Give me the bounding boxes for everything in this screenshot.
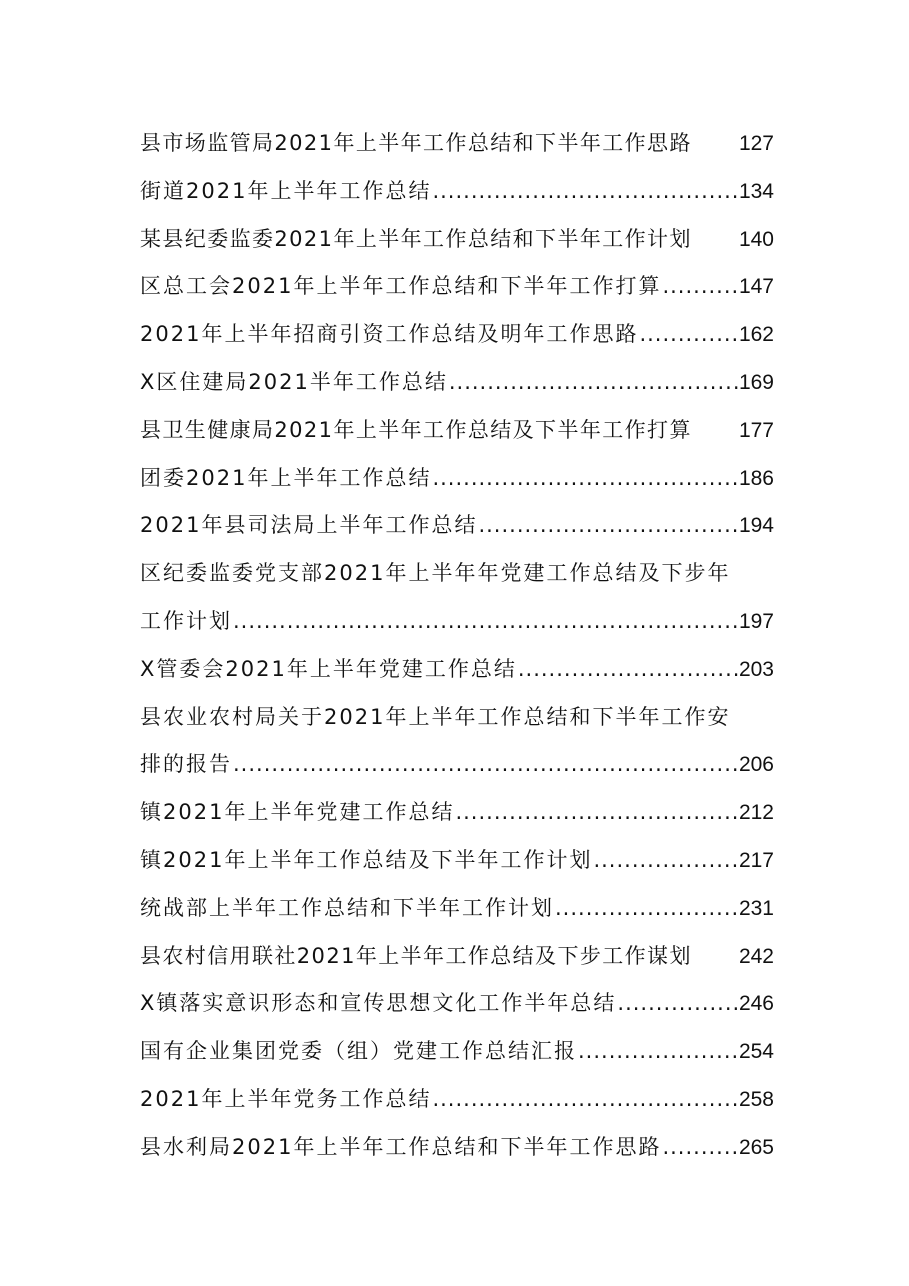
toc-entry[interactable] [140,741,774,789]
toc-entry[interactable] [140,168,774,216]
toc-entry-page-number: 186 [738,466,774,490]
toc-entry-title: 街道2021年上半年工作总结 [140,178,432,203]
table-of-contents [140,120,774,1172]
dot-leader [432,1076,738,1124]
toc-entry-page-number: 197 [738,609,774,633]
toc-entry[interactable] [140,263,774,311]
toc-entry-title: X管委会2021年上半年党建工作总结 [140,656,517,681]
dot-leader [639,311,738,359]
toc-entry-page-number: 258 [738,1087,774,1111]
toc-entry-page-number: 254 [738,1040,774,1064]
toc-entry-page-number: 127 [738,132,774,155]
dot-leader [478,502,738,550]
toc-entry-page-number: 177 [738,418,774,442]
dot-leader [662,263,738,311]
toc-entry-page-number: 134 [738,179,774,203]
toc-entry-title: 2021年上半年招商引资工作总结及明年工作思路 [140,322,639,347]
dot-leader [518,646,738,694]
toc-entry-title: X区住建局2021半年工作总结 [140,369,448,394]
toc-entry-page-number: 169 [738,370,774,394]
toc-entry-title: 工作计划 [140,608,232,633]
dot-leader [662,1124,738,1172]
dot-leader [617,980,738,1028]
toc-entry-title: 团委2021年上半年工作总结 [140,465,432,490]
toc-entry-title: 区总工会2021年上半年工作总结和下半年工作打算 [140,274,662,299]
toc-entry-page-number: 147 [738,275,774,299]
toc-entry-first-line [140,694,774,742]
toc-entry-page-number: 206 [738,753,774,777]
toc-entry[interactable] [140,502,774,550]
toc-entry-title: 县农村信用联社2021年上半年工作总结及下步工作谋划 [140,943,692,968]
toc-entry-title: 县卫生健康局2021年上半年工作总结及下半年工作打算 [140,417,692,442]
dot-leader [233,598,738,646]
toc-entry-title: X镇落实意识形态和宣传思想文化工作半年总结 [140,991,617,1016]
toc-entry[interactable] [140,1028,774,1076]
toc-entry-page-number: 242 [738,944,774,968]
toc-entry[interactable] [140,216,774,264]
toc-entry-page-number: 265 [738,1135,774,1159]
toc-entry-title-line1: 区纪委监委党支部2021年上半年年党建工作总结及下步年 [140,561,731,586]
toc-entry[interactable] [140,311,774,359]
toc-entry[interactable] [140,837,774,885]
toc-entry[interactable] [140,1076,774,1124]
toc-entry[interactable] [140,455,774,503]
toc-entry-title-line1: 县农业农村局关于2021年上半年工作总结和下半年工作安 [140,704,731,729]
toc-entry[interactable] [140,359,774,407]
toc-entry-title: 某县纪委监委2021年上半年工作总结和下半年工作计划 [140,226,692,251]
toc-entry-first-line [140,550,774,598]
toc-entry-title: 镇2021年上半年党建工作总结 [140,800,455,825]
toc-entry-page-number: 203 [738,657,774,681]
dot-leader [578,1028,738,1076]
toc-entry-title: 国有企业集团党委（组）党建工作总结汇报 [140,1039,577,1064]
toc-entry-title: 县水利局2021年上半年工作总结和下半年工作思路 [140,1134,662,1159]
toc-entry-title: 统战部上半年工作总结和下半年工作计划 [140,895,554,920]
toc-entry-page-number: 212 [738,801,774,825]
dot-leader [455,789,738,837]
toc-entry[interactable] [140,885,774,933]
toc-entry[interactable] [140,407,774,455]
dot-leader [593,837,738,885]
dot-leader [432,168,738,216]
toc-entry[interactable] [140,789,774,837]
toc-entry[interactable] [140,933,774,981]
toc-entry-title: 县市场监管局2021年上半年工作总结和下半年工作思路 [140,131,692,155]
dot-leader [555,885,738,933]
toc-entry-page-number: 162 [738,323,774,347]
toc-entry[interactable] [140,646,774,694]
dot-leader [233,741,738,789]
toc-entry-page-number: 217 [738,848,774,872]
dot-leader [432,455,738,503]
dot-leader [449,359,738,407]
toc-entry-page-number: 231 [738,896,774,920]
toc-entry-page-number: 246 [738,992,774,1016]
toc-entry-title: 镇2021年上半年工作总结及下半年工作计划 [140,847,593,872]
toc-entry[interactable] [140,120,774,168]
toc-entry-title: 排的报告 [140,752,232,777]
toc-entry-title: 2021年上半年党务工作总结 [140,1086,432,1111]
toc-entry-title: 2021年县司法局上半年工作总结 [140,513,478,538]
toc-entry[interactable] [140,598,774,646]
toc-entry[interactable] [140,1124,774,1172]
toc-entry-page-number: 194 [738,514,774,538]
toc-entry[interactable] [140,980,774,1028]
toc-entry-page-number: 140 [738,227,774,251]
